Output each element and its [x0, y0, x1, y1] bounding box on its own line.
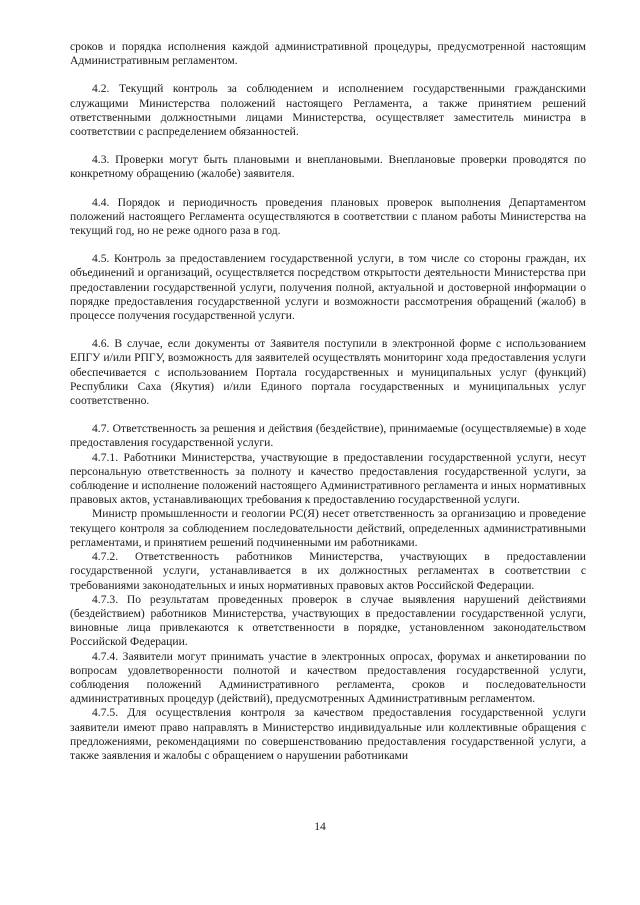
document-body — [70, 40, 586, 763]
paragraph-p8: Министр промышленности и геологии РС(Я) несет ответственность за организацию и проведение текущего контроля за соблюдением последовательности действий, определенных административными регламентами, и принятием решений подчиненными им работниками. — [70, 507, 586, 549]
page-number: 14 — [314, 820, 326, 833]
paragraph-p9: 4.7.2. Ответственность работников Министерства, участвующих в предоставлении государственной услуги, устанавливается в их должностных регламентах в соответствии с требованиями законодательных и иных нормативных правовых актов Российской Федерации. — [70, 550, 586, 592]
paragraph-p11: 4.7.4. Заявители могут принимать участие в электронных опросах, форумах и анкетировании по вопросам удовлетворенности полнотой и качеством предоставления государственной услуги, соблюдения положений Административного регламента, сроков и последовательности административных процедур (действий), предусмотренных Административным регламентом. — [70, 649, 586, 706]
paragraph-p4: 4.5. Контроль за предоставлением государственной услуги, в том числе со стороны граждан, их объединений и организаций, осуществляется посредством открытости деятельности Министерства при предоставлении государственной услуги, получения полной, актуальной и достоверной информации о порядке предоставления государственной услуги и возможности рассмотрения обращений (жалоб) в процессе получения государственной услуги. — [70, 252, 586, 323]
paragraph-p3: 4.4. Порядок и периодичность проведения плановых проверок выполнения Департаментом положений настоящего Регламента осуществляются в соответствии с планом работы Министерства на текущий год, но не реже одного раза в год. — [70, 195, 586, 238]
paragraph-p2: 4.3. Проверки могут быть плановыми и внеплановыми. Внеплановые проверки проводятся по конкретному обращению (жалобе) заявителя. — [70, 153, 586, 181]
paragraph-p5: 4.6. В случае, если документы от Заявителя поступили в электронной форме с использованием ЕПГУ и/или РПГУ, возможность для заявителей осуществлять мониторинг хода предоставления услуги обеспечивается с использованием Портала государственных и муниципальных услуг (функций) Республики Саха (Якутия) и/или Единого портала государственных и муниципальных услуг соответственно. — [70, 337, 586, 408]
paragraph-p10: 4.7.3. По результатам проведенных проверок в случае выявления нарушений действиями (бездействием) работников Министерства, участвующих в предоставлении государственной услуги, виновные лица привлекаются к ответственности в порядке, установленном законодательством Российской Федерации. — [70, 592, 586, 649]
paragraph-p1: 4.2. Текущий контроль за соблюдением и исполнением государственными гражданскими служащими Министерства положений настоящего Регламента, а также принятием решений ответственными должностными лицами Министерства, осуществляет заместитель министра в соответствии с распределением обязанностей. — [70, 82, 586, 139]
paragraph-p6: 4.7. Ответственность за решения и действия (бездействие), принимаемые (осуществляемые) в ходе предоставления государственной услуги. — [70, 422, 586, 450]
paragraph-p7: 4.7.1. Работники Министерства, участвующие в предоставлении государственной услуги, несут персональную ответственность за полноту и качество предоставления государственной услуги, за соблюдение и исполнение положений настоящего Административного регламента и иных нормативных правовых актов, устанавливающих требования к предоставлению государственной услуги. — [70, 450, 586, 507]
paragraph-p12: 4.7.5. Для осуществления контроля за качеством предоставления государственной услуги заявители имеют право направлять в Министерство индивидуальные или коллективные обращения с предложениями, рекомендациями по совершенствованию предоставления государственной услуги, а также заявления и жалобы с обращением о нарушении работниками — [70, 706, 586, 762]
paragraph-p0: сроков и порядка исполнения каждой административной процедуры, предусмотренной настоящим Административным регламентом. — [70, 40, 586, 68]
